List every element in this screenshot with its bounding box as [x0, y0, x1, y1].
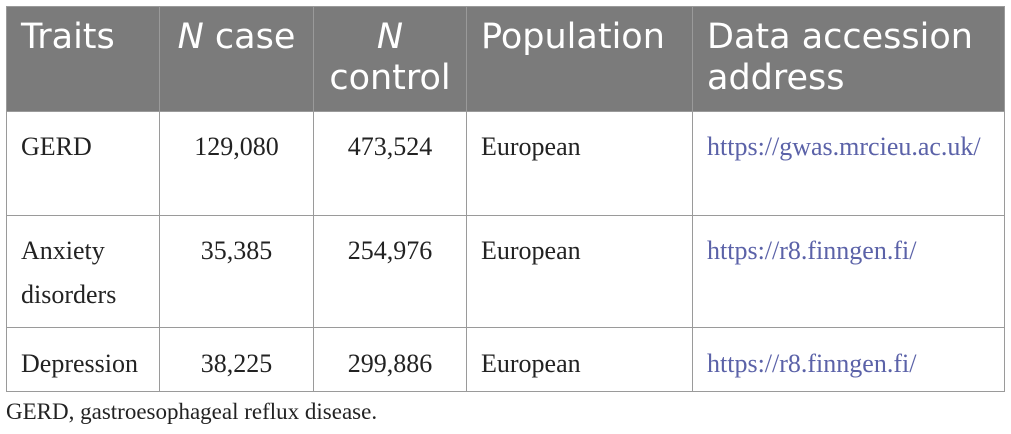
cell-trait: GERD [7, 112, 160, 216]
header-n-case: N case [160, 7, 314, 112]
cell-n-control: 299,886 [314, 328, 467, 392]
table-body [7, 112, 1005, 392]
table-row [7, 328, 1005, 392]
header-traits: Traits [7, 7, 160, 112]
cell-address-link[interactable]: https://gwas.mrcieu.ac.uk/ [693, 112, 1005, 216]
table-row [7, 216, 1005, 328]
data-table [6, 6, 1005, 392]
cell-n-case: 38,225 [160, 328, 314, 392]
table-row [7, 112, 1005, 216]
cell-address-link[interactable]: https://r8.finngen.fi/ [693, 216, 1005, 328]
cell-n-control: 473,524 [314, 112, 467, 216]
cell-n-control: 254,976 [314, 216, 467, 328]
header-row [7, 7, 1005, 112]
cell-population: European [467, 328, 693, 392]
table-header [7, 7, 1005, 112]
cell-n-case: 129,080 [160, 112, 314, 216]
header-n-control: N control [314, 7, 467, 112]
cell-n-case: 35,385 [160, 216, 314, 328]
table-footnote: GERD, gastroesophageal reflux disease. [6, 399, 378, 424]
cell-population: European [467, 112, 693, 216]
cell-trait: Anxiety disorders [7, 216, 160, 328]
header-data-accession-address: Data accession address [693, 7, 1005, 112]
cell-population: European [467, 216, 693, 328]
header-population: Population [467, 7, 693, 112]
cell-address-link[interactable]: https://r8.finngen.fi/ [693, 328, 1005, 392]
cell-trait: Depression [7, 328, 160, 392]
